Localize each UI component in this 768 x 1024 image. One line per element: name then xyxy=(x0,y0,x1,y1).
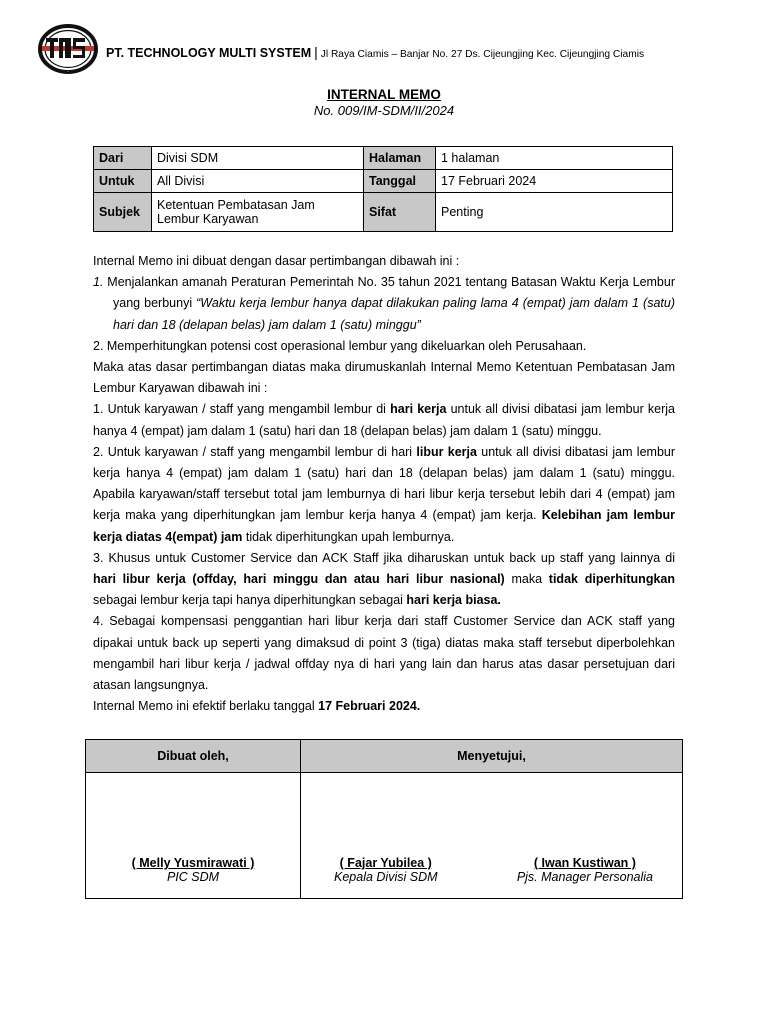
maker-signature xyxy=(86,773,301,899)
made-by-label: Dibuat oleh, xyxy=(86,740,301,773)
memo-info-table xyxy=(93,146,673,232)
company-address: Jl Raya Ciamis – Banjar No. 27 Ds. Cijeungjing Kec. Cijeungjing Ciamis xyxy=(320,49,645,60)
info-row xyxy=(94,193,673,232)
subjek-value xyxy=(152,193,364,232)
approver-2-title: Pjs. Manager Personalia xyxy=(516,870,653,884)
memo-title: INTERNAL MEMO xyxy=(327,87,441,102)
signature-row xyxy=(86,773,683,899)
approver-1-name: ( Fajar Yubilea ) xyxy=(339,856,432,870)
memo-body xyxy=(93,251,675,717)
company-name: PT. TECHNOLOGY MULTI SYSTEM xyxy=(106,46,312,60)
untuk-value: All Divisi xyxy=(152,170,364,193)
regulation-quote: “Waktu kerja lembur hanya dapat dilakukan paling lama 4 (empat) jam dalam 1 (satu) hari dan 18 (delapan belas) jam dalam 1 (satu) minggu” xyxy=(113,296,675,332)
dari-value: Divisi SDM xyxy=(152,147,364,170)
point-3: 3. Khusus untuk Customer Service dan ACK Staff jika diharuskan untuk back up staff yang lainnya di hari libur kerja (offday, hari minggu dan atau hari libur nasional) maka tidak diperhitungkan sebagai lembur kerja tapi hanya diperhitungkan sebagai hari kerja biasa. xyxy=(93,550,675,608)
untuk-label: Untuk xyxy=(94,170,152,193)
approver-2-name: ( Iwan Kustiwan ) xyxy=(533,856,636,870)
subjek-label: Subjek xyxy=(94,193,152,232)
approver-2 xyxy=(517,856,653,884)
info-row xyxy=(94,170,673,193)
sifat-value: Penting xyxy=(436,193,673,232)
header-separator: | xyxy=(314,44,318,60)
company-header xyxy=(106,44,644,60)
approver-signatures xyxy=(301,773,683,899)
subjek-line-2: Lembur Karyawan xyxy=(157,212,259,226)
point-4: 4. Sebagai kompensasi penggantian hari libur kerja dari staff Customer Service dan ACK staff yang dipakai untuk back up seperti yang dimaksud di point 3 (tiga) diatas maka staff tersebut diperbolehkan mengambil hari libur kerja / jadwal offday nya di hari yang lain dan harus atas dasar persetujuan dari atasan langsungnya. xyxy=(93,614,675,693)
company-logo xyxy=(38,24,98,74)
approver-1 xyxy=(334,856,438,884)
memo-number: No. 009/IM-SDM/II/2024 xyxy=(313,103,455,118)
approver-1-title: Kepala Divisi SDM xyxy=(334,870,438,884)
halaman-value: 1 halaman xyxy=(436,147,673,170)
point-1: 1. Untuk karyawan / staff yang mengambil lembur di hari kerja untuk all divisi dibatasi jam lembur kerja hanya 4 (empat) jam dalam 1 (satu) hari dan 18 (delapan belas) jam dalam 1 (satu) minggu. xyxy=(93,402,676,438)
conclusion-paragraph: Maka atas dasar pertimbangan diatas maka dirumuskanlah Internal Memo Ketentuan Pembatasan Jam Lembur Karyawan dibawah ini : xyxy=(93,360,675,396)
maker-name: ( Melly Yusmirawati ) xyxy=(131,856,255,870)
approved-label: Menyetujui, xyxy=(301,740,683,773)
info-row xyxy=(94,147,673,170)
dari-label: Dari xyxy=(94,147,152,170)
signature-header-row xyxy=(86,740,683,773)
effective-date: Internal Memo ini efektif berlaku tanggal 17 Februari 2024. xyxy=(93,699,421,714)
sifat-label: Sifat xyxy=(364,193,436,232)
maker-title: PIC SDM xyxy=(166,870,220,884)
subjek-line-1: Ketentuan Pembatasan Jam xyxy=(157,198,315,212)
point-2: 2. Untuk karyawan / staff yang mengambil lembur di hari libur kerja untuk all divisi dibatasi jam lembur kerja hanya 4 (empat) jam dalam 1 (satu) hari dan 18 (delapan belas) jam dalam 1 (satu) minggu. Apabila karyawan/staff tersebut total jam lemburnya di hari libur kerja tersebut lebih dari 4 (empat) jam kerja maka yang diperhitungkan jam lembur kerja hanya 4 (empat) jam kerja. Kelebihan jam lembur kerja diatas 4(empat) jam tidak diperhitungkan upah lemburnya. xyxy=(93,444,676,544)
signature-table xyxy=(85,739,683,899)
consideration-1: 1. Menjalankan amanah Peraturan Pemerintah No. 35 tahun 2021 tentang Batasan Waktu Kerja Lembur yang berbunyi “Waktu kerja lembur hanya dapat dilakukan paling lama 4 (empat) jam dalam 1 (satu) hari dan 18 (delapan belas) jam dalam 1 (satu) minggu” xyxy=(93,275,675,332)
consideration-2: 2. Memperhitungkan potensi cost operasional lembur yang dikeluarkan oleh Perusahaan. xyxy=(93,338,587,353)
svg-text:TMS: TMS xyxy=(66,72,70,73)
halaman-label: Halaman xyxy=(364,147,436,170)
tanggal-value: 17 Februari 2024 xyxy=(436,170,673,193)
consideration-1-number: 1. xyxy=(93,275,104,290)
intro-paragraph: Internal Memo ini dibuat dengan dasar pertimbangan dibawah ini : xyxy=(93,254,460,268)
tanggal-label: Tanggal xyxy=(364,170,436,193)
